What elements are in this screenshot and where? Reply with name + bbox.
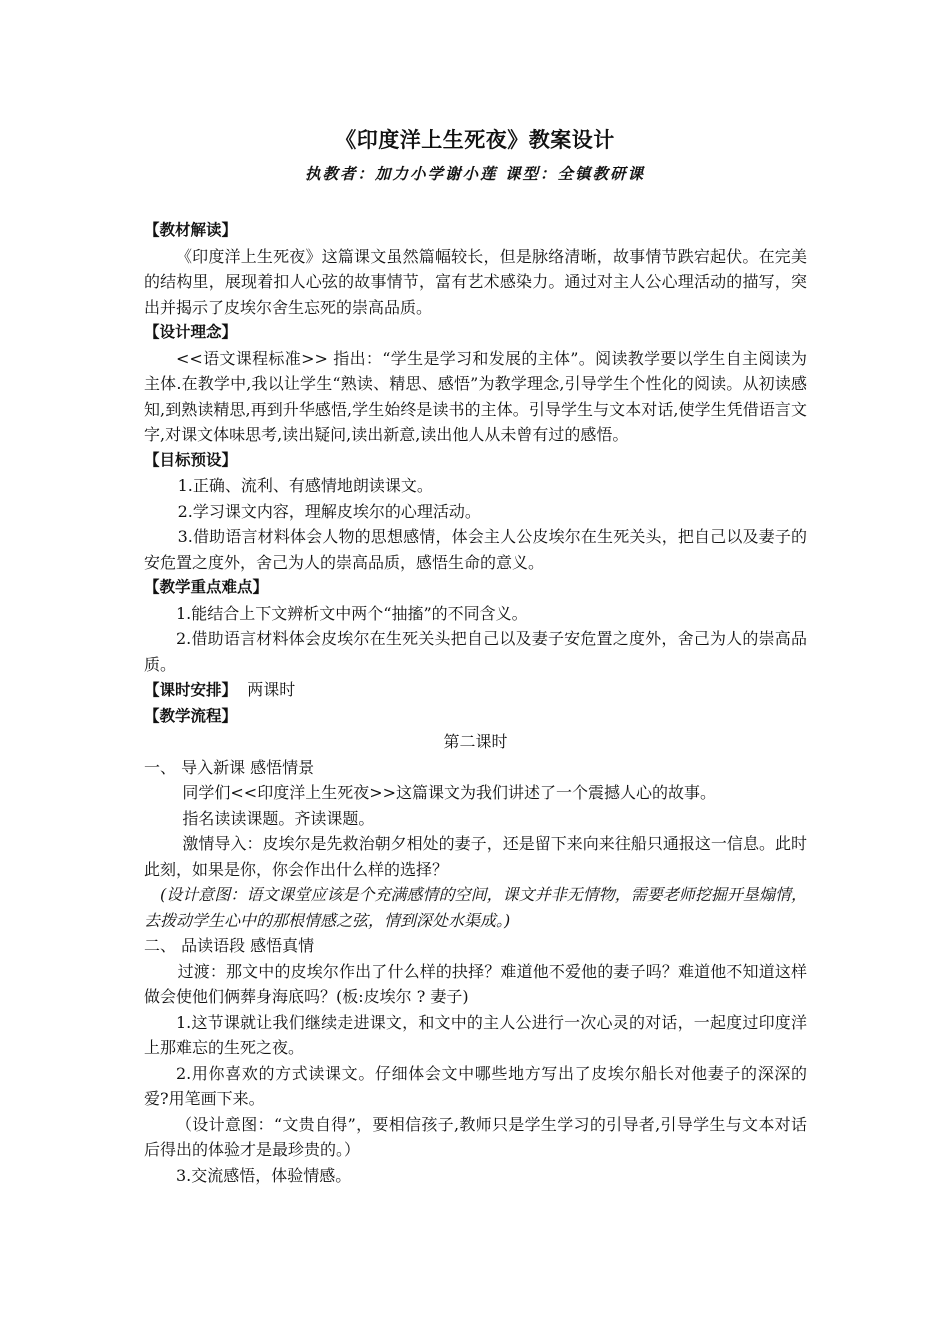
section-heading-material: 【教材解读】 bbox=[144, 221, 238, 239]
part2-paragraph-c: 2.用你喜欢的方式读课文。仔细体会文中哪些地方写出了皮埃尔船长对他妻子的深深的爱?用笔画下来。 bbox=[144, 1063, 807, 1108]
goal-item-1: 1.正确、流利、有感情地朗读课文。 bbox=[177, 476, 433, 495]
part1-paragraph-a: 同学们<<印度洋上生死夜>>这篇课文为我们讲述了一个震撼人心的故事。 bbox=[182, 783, 717, 802]
part2-paragraph-b: 1.这节课就让我们继续走进课文，和文中的主人公进行一次心灵的对话，一起度过印度洋上那难忘的生死之夜。 bbox=[144, 1012, 807, 1057]
part1-paragraph-b: 指名读读课题。齐读课题。 bbox=[182, 808, 375, 828]
lesson-label: 第二课时 bbox=[443, 732, 508, 751]
part1-design-note: (设计意图：语文课堂应该是个充满感情的空间，课文并非无情物，需要老师挖掘开垦煽情，去拨动学生心中的那根情感之弦，情到深处水渠成。) bbox=[144, 885, 807, 930]
section-heading-flow: 【教学流程】 bbox=[144, 706, 238, 725]
part-heading-2: 二、 品读语段 感悟真情 bbox=[144, 936, 315, 955]
schedule-line bbox=[144, 677, 807, 704]
document-body bbox=[144, 218, 807, 1188]
section-heading-keypoints: 【教学重点难点】 bbox=[144, 578, 269, 596]
section-heading-concept: 【设计理念】 bbox=[144, 323, 238, 341]
part2-design-note: （设计意图：“文贵自得”，要相信孩子,教师只是学生学习的引导者,引导学生与文本对话后得出的体验才是最珍贵的。） bbox=[144, 1114, 807, 1159]
part2-paragraph-a: 过渡：那文中的皮埃尔作出了什么样的抉择？难道他不爱他的妻子吗？难道他不知道这样做会使他们俩葬身海底吗？(板:皮埃尔 ? 妻子) bbox=[144, 961, 807, 1006]
schedule-value: 两课时 bbox=[247, 680, 296, 699]
part2-paragraph-d: 3.交流感悟，体验情感。 bbox=[176, 1165, 352, 1185]
paragraph-material: 《印度洋上生死夜》这篇课文虽然篇幅较长，但是脉络清晰，故事情节跌宕起伏。在完美的结构里，展现着扣人心弦的故事情节，富有艺术感染力。通过对主人公心理活动的描写，突出并揭示了皮埃尔舍生忘死的崇高品质。 bbox=[144, 246, 807, 317]
document-title: 《印度洋上生死夜》教案设计 bbox=[335, 127, 615, 152]
keypoint-item-2: 2.借助语言材料体会皮埃尔在生死关头把自己以及妻子安危置之度外，舍己为人的崇高品质。 bbox=[144, 629, 807, 674]
paragraph-concept: <<语文课程标准>> 指出：“学生是学习和发展的主体”。阅读教学要以学生自主阅读为主体.在教学中,我以让学生“熟读、精思、感悟”为教学理念,引导学生个性化的阅读。从初读感知,到熟读精思,再到升华感悟,学生始终是读书的主体。引导学生与文本对话,使学生凭借语言文字,对课文体味思考,读出疑问,读出新意,读出他人从未曾有过的感悟。 bbox=[144, 348, 807, 444]
part1-paragraph-c: 激情导入：皮埃尔是先救治朝夕相处的妻子，还是留下来向来往船只通报这一信息。此时此刻，如果是你，你会作出什么样的选择？ bbox=[144, 834, 807, 879]
goal-item-2: 2.学习课文内容，理解皮埃尔的心理活动。 bbox=[177, 501, 481, 521]
section-heading-schedule: 【课时安排】 bbox=[144, 681, 238, 699]
goal-item-3: 3.借助语言材料体会人物的思想感情，体会主人公皮埃尔在生死关头，把自己以及妻子的安危置之度外，舍己为人的崇高品质，感悟生命的意义。 bbox=[144, 527, 807, 572]
document-byline: 执教者：加力小学谢小莲 课型：全镇教研课 bbox=[305, 164, 645, 183]
keypoint-item-1: 1.能结合上下文辨析文中两个“抽搐”的不同含义。 bbox=[176, 603, 528, 623]
section-heading-goals: 【目标预设】 bbox=[144, 450, 238, 469]
part-heading-1: 一、 导入新课 感悟情景 bbox=[144, 757, 315, 777]
